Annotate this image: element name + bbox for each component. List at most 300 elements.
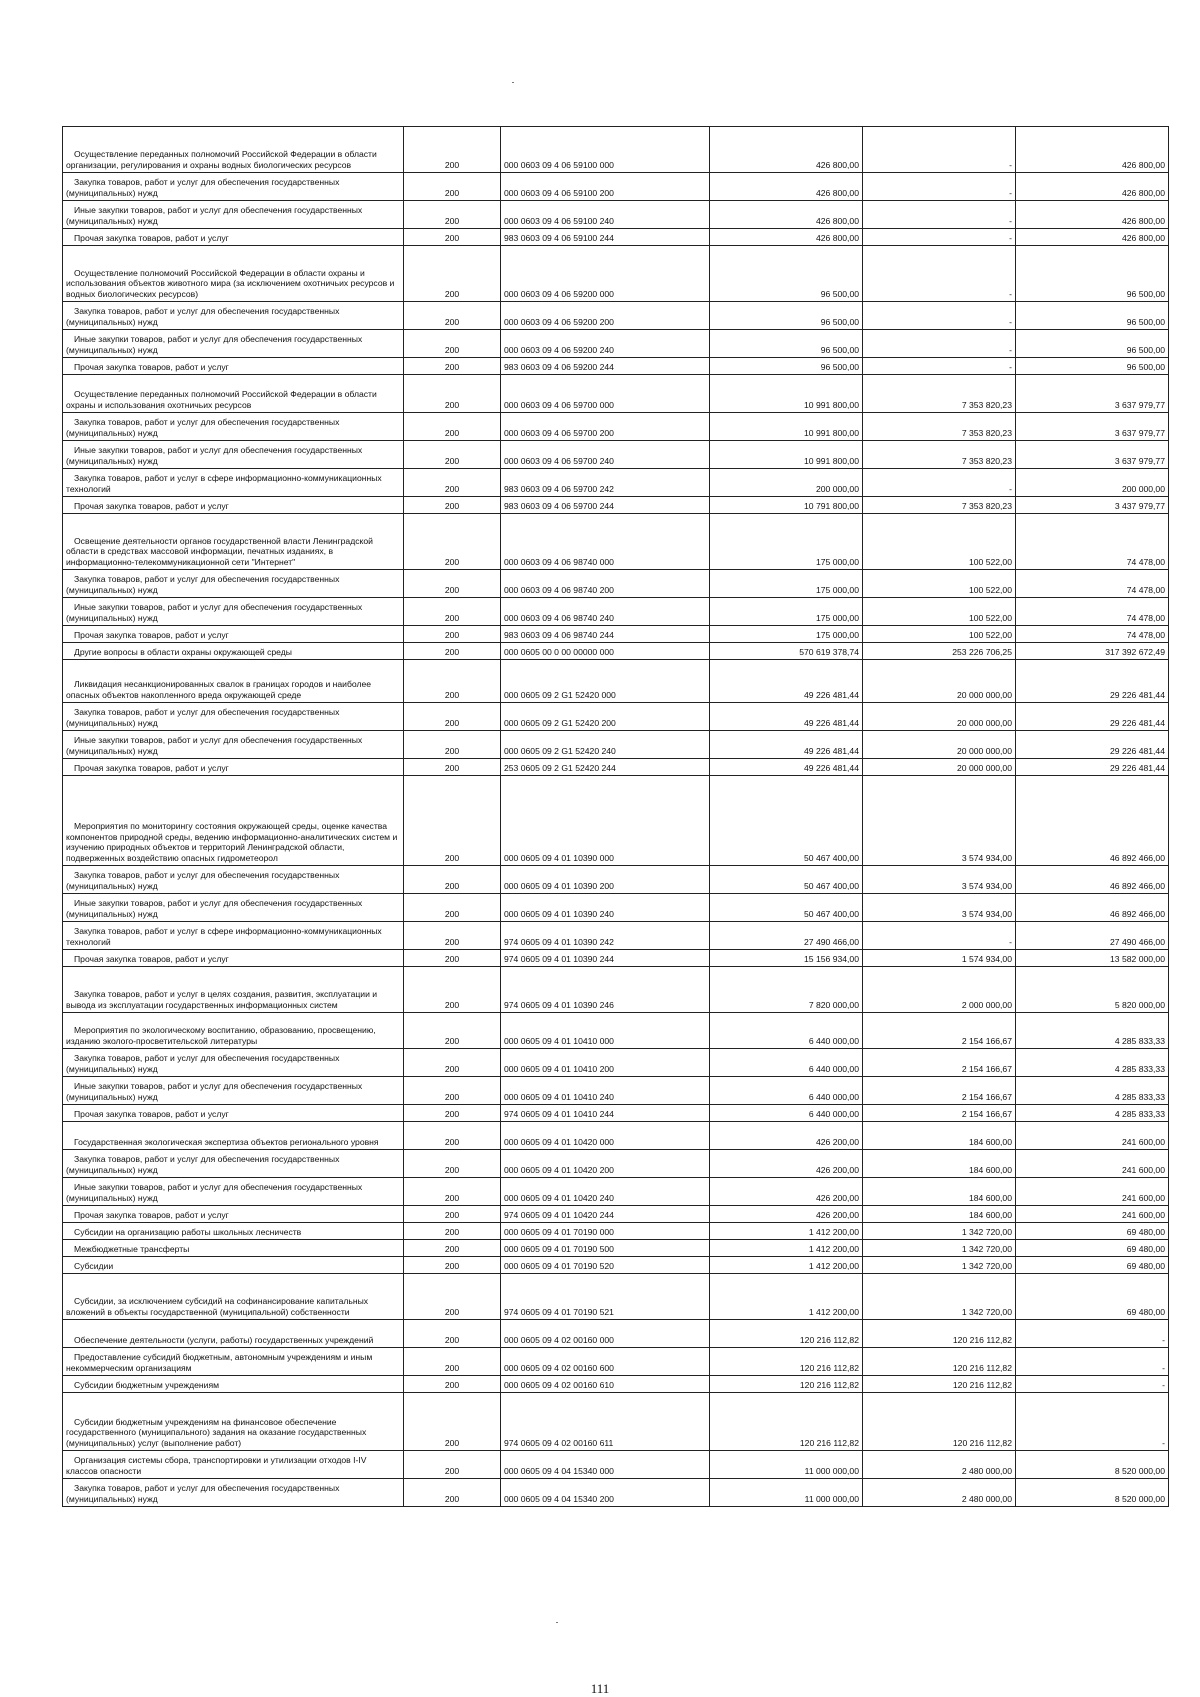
- row-unexecuted-amount: 96 500,00: [1016, 246, 1169, 302]
- table-row: [63, 469, 1169, 497]
- row-budget-code: 000 0605 00 0 00 00000 000: [501, 643, 710, 660]
- row-name: Субсидии, за исключением субсидий на софинансирование капитальных вложений в объекты государственной (муниципальной) собственности: [66, 1296, 369, 1317]
- row-name-cell: [63, 201, 404, 229]
- row-budget-code: 000 0603 09 4 06 59700 000: [501, 375, 710, 413]
- row-unexecuted-amount: 69 480,00: [1016, 1240, 1169, 1257]
- table-row: [63, 731, 1169, 759]
- row-unexecuted-amount: 8 520 000,00: [1016, 1479, 1169, 1507]
- row-name: Прочая закупка товаров, работ и услуг: [74, 1209, 229, 1220]
- row-name-cell: [63, 1348, 404, 1376]
- row-name-cell: [63, 330, 404, 358]
- row-approved-amount: 1 412 200,00: [710, 1274, 863, 1320]
- table-row: [63, 626, 1169, 643]
- table-row: [63, 1274, 1169, 1320]
- table-row: [63, 643, 1169, 660]
- row-name: Государственная экологическая экспертиза объектов регионального уровня: [74, 1136, 379, 1147]
- row-name: Мероприятия по экологическому воспитанию, образованию, просвещению, изданию эколого-просветительской литературы: [66, 1025, 376, 1046]
- table-row: [63, 950, 1169, 967]
- row-name: Субсидии: [74, 1260, 114, 1271]
- row-name: Межбюджетные трансферты: [74, 1243, 190, 1254]
- row-line-code: 200: [404, 330, 501, 358]
- table-row: [63, 1105, 1169, 1122]
- row-line-code: 200: [404, 469, 501, 497]
- table-row: [63, 866, 1169, 894]
- row-budget-code: 000 0605 09 4 01 10390 200: [501, 866, 710, 894]
- row-unexecuted-amount: 4 285 833,33: [1016, 1105, 1169, 1122]
- row-approved-amount: 175 000,00: [710, 514, 863, 570]
- row-approved-amount: 49 226 481,44: [710, 703, 863, 731]
- table-row: [63, 1376, 1169, 1393]
- row-unexecuted-amount: 3 637 979,77: [1016, 441, 1169, 469]
- row-line-code: 200: [404, 1376, 501, 1393]
- row-name: Субсидии на организацию работы школьных лесничеств: [74, 1226, 302, 1237]
- row-name-cell: [63, 570, 404, 598]
- row-approved-amount: 27 490 466,00: [710, 922, 863, 950]
- row-unexecuted-amount: 426 800,00: [1016, 229, 1169, 246]
- budget-sheet: [62, 126, 1165, 1507]
- row-approved-amount: 426 800,00: [710, 173, 863, 201]
- row-budget-code: 974 0605 09 4 01 10390 246: [501, 967, 710, 1013]
- row-executed-amount: 7 353 820,23: [863, 375, 1016, 413]
- row-name: Субсидии бюджетным учреждениям на финансовое обеспечение государственного (муниципального) задания на оказание государственных (муниципальных) услуг (выполнение работ): [66, 1416, 367, 1448]
- row-name-cell: [63, 703, 404, 731]
- row-budget-code: 000 0605 09 4 01 70190 500: [501, 1240, 710, 1257]
- row-unexecuted-amount: 5 820 000,00: [1016, 967, 1169, 1013]
- row-unexecuted-amount: 74 478,00: [1016, 514, 1169, 570]
- row-name-cell: [63, 866, 404, 894]
- row-name-cell: [63, 1049, 404, 1077]
- row-name: Закупка товаров, работ и услуг для обеспечения государственных (муниципальных) нужд: [66, 1483, 340, 1504]
- page-number: 111: [590, 1681, 610, 1696]
- table-row: [63, 1393, 1169, 1451]
- row-name: Ликвидация несанкционированных свалок в границах городов и наиболее опасных объектов накопленного вреда окружающей среде: [66, 679, 372, 700]
- row-line-code: 200: [404, 1077, 501, 1105]
- row-budget-code: 974 0605 09 4 01 10390 244: [501, 950, 710, 967]
- row-budget-code: 974 0605 09 4 01 10410 244: [501, 1105, 710, 1122]
- row-approved-amount: 10 791 800,00: [710, 497, 863, 514]
- row-approved-amount: 96 500,00: [710, 302, 863, 330]
- row-name-cell: [63, 922, 404, 950]
- row-line-code: 200: [404, 1105, 501, 1122]
- row-line-code: 200: [404, 514, 501, 570]
- row-approved-amount: 10 991 800,00: [710, 375, 863, 413]
- row-budget-code: 983 0603 09 4 06 59700 244: [501, 497, 710, 514]
- row-executed-amount: -: [863, 469, 1016, 497]
- row-executed-amount: -: [863, 246, 1016, 302]
- row-name: Прочая закупка товаров, работ и услуг: [74, 953, 229, 964]
- row-name-cell: [63, 497, 404, 514]
- table-row: [63, 1479, 1169, 1507]
- row-name-cell: [63, 950, 404, 967]
- row-budget-code: 000 0603 09 4 06 59100 200: [501, 173, 710, 201]
- row-executed-amount: 2 154 166,67: [863, 1077, 1016, 1105]
- row-name: Иные закупки товаров, работ и услуг для обеспечения государственных (муниципальных) нужд: [66, 1182, 363, 1203]
- row-budget-code: 000 0605 09 2 G1 52420 240: [501, 731, 710, 759]
- row-unexecuted-amount: 29 226 481,44: [1016, 759, 1169, 776]
- row-approved-amount: 10 991 800,00: [710, 441, 863, 469]
- row-unexecuted-amount: -: [1016, 1393, 1169, 1451]
- row-name: Организация системы сбора, транспортировки и утилизации отходов I-IV классов опасности: [66, 1455, 367, 1476]
- row-budget-code: 000 0605 09 2 G1 52420 200: [501, 703, 710, 731]
- row-executed-amount: 20 000 000,00: [863, 731, 1016, 759]
- table-row: [63, 894, 1169, 922]
- row-name: Закупка товаров, работ и услуг в сфере информационно-коммуникационных технологий: [66, 473, 382, 494]
- row-name-cell: [63, 1105, 404, 1122]
- row-executed-amount: 7 353 820,23: [863, 497, 1016, 514]
- row-line-code: 200: [404, 1178, 501, 1206]
- row-name-cell: [63, 894, 404, 922]
- row-approved-amount: 6 440 000,00: [710, 1049, 863, 1077]
- row-unexecuted-amount: 29 226 481,44: [1016, 660, 1169, 703]
- row-unexecuted-amount: 74 478,00: [1016, 626, 1169, 643]
- row-executed-amount: 1 574 934,00: [863, 950, 1016, 967]
- row-line-code: 200: [404, 894, 501, 922]
- row-approved-amount: 426 800,00: [710, 201, 863, 229]
- table-row: [63, 302, 1169, 330]
- row-name: Осуществление переданных полномочий Российской Федерации в области организации, регулирования и охраны водных биологических ресурсов: [66, 149, 377, 170]
- row-executed-amount: -: [863, 229, 1016, 246]
- row-approved-amount: 6 440 000,00: [710, 1105, 863, 1122]
- table-row: [63, 127, 1169, 173]
- row-approved-amount: 6 440 000,00: [710, 1013, 863, 1049]
- table-row: [63, 1013, 1169, 1049]
- row-budget-code: 000 0603 09 4 06 59100 240: [501, 201, 710, 229]
- table-row: [63, 375, 1169, 413]
- row-name-cell: [63, 246, 404, 302]
- row-name-cell: [63, 1223, 404, 1240]
- row-approved-amount: 11 000 000,00: [710, 1451, 863, 1479]
- row-name: Прочая закупка товаров, работ и услуг: [74, 361, 229, 372]
- row-name: Закупка товаров, работ и услуг для обеспечения государственных (муниципальных) нужд: [66, 870, 340, 891]
- row-unexecuted-amount: 4 285 833,33: [1016, 1013, 1169, 1049]
- row-approved-amount: 175 000,00: [710, 626, 863, 643]
- table-row: [63, 358, 1169, 375]
- row-executed-amount: 3 574 934,00: [863, 776, 1016, 866]
- row-unexecuted-amount: 69 480,00: [1016, 1223, 1169, 1240]
- row-unexecuted-amount: -: [1016, 1348, 1169, 1376]
- row-approved-amount: 7 820 000,00: [710, 967, 863, 1013]
- table-row: [63, 1257, 1169, 1274]
- row-name-cell: [63, 1257, 404, 1274]
- row-approved-amount: 120 216 112,82: [710, 1376, 863, 1393]
- row-budget-code: 000 0605 09 4 01 10410 200: [501, 1049, 710, 1077]
- row-line-code: 200: [404, 246, 501, 302]
- row-name: Прочая закупка товаров, работ и услуг: [74, 500, 229, 511]
- row-line-code: 200: [404, 127, 501, 173]
- row-name-cell: [63, 759, 404, 776]
- table-row: [63, 1348, 1169, 1376]
- row-unexecuted-amount: 8 520 000,00: [1016, 1451, 1169, 1479]
- row-budget-code: 000 0605 09 4 01 10390 000: [501, 776, 710, 866]
- row-name: Иные закупки товаров, работ и услуг для обеспечения государственных (муниципальных) нужд: [66, 898, 363, 919]
- row-budget-code: 000 0603 09 4 06 59700 240: [501, 441, 710, 469]
- row-budget-code: 000 0603 09 4 06 59200 240: [501, 330, 710, 358]
- row-unexecuted-amount: 200 000,00: [1016, 469, 1169, 497]
- row-executed-amount: 2 480 000,00: [863, 1479, 1016, 1507]
- row-unexecuted-amount: 241 600,00: [1016, 1122, 1169, 1150]
- row-name: Иные закупки товаров, работ и услуг для обеспечения государственных (муниципальных) нужд: [66, 334, 363, 355]
- row-executed-amount: -: [863, 330, 1016, 358]
- row-approved-amount: 50 467 400,00: [710, 894, 863, 922]
- row-line-code: 200: [404, 598, 501, 626]
- row-approved-amount: 570 619 378,74: [710, 643, 863, 660]
- row-executed-amount: -: [863, 358, 1016, 375]
- table-row: [63, 967, 1169, 1013]
- row-budget-code: 983 0603 09 4 06 98740 244: [501, 626, 710, 643]
- row-line-code: 200: [404, 1257, 501, 1274]
- row-approved-amount: 200 000,00: [710, 469, 863, 497]
- row-executed-amount: 184 600,00: [863, 1178, 1016, 1206]
- row-budget-code: 000 0603 09 4 06 59200 000: [501, 246, 710, 302]
- row-name: Прочая закупка товаров, работ и услуг: [74, 232, 229, 243]
- row-name: Закупка товаров, работ и услуг в сфере информационно-коммуникационных технологий: [66, 926, 382, 947]
- row-line-code: 200: [404, 1479, 501, 1507]
- row-name: Закупка товаров, работ и услуг для обеспечения государственных (муниципальных) нужд: [66, 574, 340, 595]
- row-name-cell: [63, 514, 404, 570]
- row-approved-amount: 50 467 400,00: [710, 776, 863, 866]
- row-line-code: 200: [404, 967, 501, 1013]
- row-approved-amount: 96 500,00: [710, 358, 863, 375]
- row-name: Другие вопросы в области охраны окружающей среды: [74, 646, 292, 657]
- row-name: Субсидии бюджетным учреждениям: [74, 1379, 220, 1390]
- row-line-code: 200: [404, 1206, 501, 1223]
- row-name: Иные закупки товаров, работ и услуг для обеспечения государственных (муниципальных) нужд: [66, 602, 363, 623]
- row-executed-amount: 3 574 934,00: [863, 866, 1016, 894]
- row-line-code: 200: [404, 922, 501, 950]
- row-line-code: 200: [404, 201, 501, 229]
- row-approved-amount: 426 200,00: [710, 1206, 863, 1223]
- row-unexecuted-amount: 69 480,00: [1016, 1257, 1169, 1274]
- row-approved-amount: 426 200,00: [710, 1150, 863, 1178]
- row-name-cell: [63, 1393, 404, 1451]
- row-line-code: 200: [404, 570, 501, 598]
- row-approved-amount: 96 500,00: [710, 330, 863, 358]
- row-budget-code: 000 0605 09 4 01 10410 000: [501, 1013, 710, 1049]
- row-unexecuted-amount: 74 478,00: [1016, 598, 1169, 626]
- row-line-code: 200: [404, 866, 501, 894]
- row-name: Закупка товаров, работ и услуг для обеспечения государственных (муниципальных) нужд: [66, 306, 340, 327]
- row-approved-amount: 426 200,00: [710, 1122, 863, 1150]
- table-row: [63, 759, 1169, 776]
- row-approved-amount: 11 000 000,00: [710, 1479, 863, 1507]
- table-row: [63, 1122, 1169, 1150]
- table-row: [63, 598, 1169, 626]
- row-executed-amount: 20 000 000,00: [863, 759, 1016, 776]
- row-approved-amount: 96 500,00: [710, 246, 863, 302]
- row-budget-code: 000 0605 09 4 01 70190 000: [501, 1223, 710, 1240]
- table-row: [63, 922, 1169, 950]
- table-row: [63, 514, 1169, 570]
- row-name: Иные закупки товаров, работ и услуг для обеспечения государственных (муниципальных) нужд: [66, 445, 363, 466]
- row-line-code: 200: [404, 1451, 501, 1479]
- table-row: [63, 1451, 1169, 1479]
- row-budget-code: 000 0605 09 4 02 00160 610: [501, 1376, 710, 1393]
- row-approved-amount: 175 000,00: [710, 570, 863, 598]
- row-unexecuted-amount: 3 637 979,77: [1016, 375, 1169, 413]
- row-budget-code: 000 0605 09 4 04 15340 200: [501, 1479, 710, 1507]
- row-name: Закупка товаров, работ и услуг для обеспечения государственных (муниципальных) нужд: [66, 1053, 340, 1074]
- row-unexecuted-amount: 241 600,00: [1016, 1178, 1169, 1206]
- row-name-cell: [63, 1150, 404, 1178]
- row-name-cell: [63, 441, 404, 469]
- row-executed-amount: 7 353 820,23: [863, 413, 1016, 441]
- row-budget-code: 974 0605 09 4 01 10420 244: [501, 1206, 710, 1223]
- row-budget-code: 000 0605 09 4 01 70190 520: [501, 1257, 710, 1274]
- row-line-code: 200: [404, 441, 501, 469]
- row-budget-code: 974 0605 09 4 01 70190 521: [501, 1274, 710, 1320]
- row-line-code: 200: [404, 950, 501, 967]
- row-line-code: 200: [404, 759, 501, 776]
- row-budget-code: 000 0603 09 4 06 59100 000: [501, 127, 710, 173]
- row-line-code: 200: [404, 1049, 501, 1077]
- row-approved-amount: 1 412 200,00: [710, 1240, 863, 1257]
- row-executed-amount: 184 600,00: [863, 1206, 1016, 1223]
- row-executed-amount: -: [863, 922, 1016, 950]
- row-line-code: 200: [404, 229, 501, 246]
- row-unexecuted-amount: 29 226 481,44: [1016, 731, 1169, 759]
- row-executed-amount: 3 574 934,00: [863, 894, 1016, 922]
- row-budget-code: 983 0603 09 4 06 59100 244: [501, 229, 710, 246]
- row-executed-amount: 1 342 720,00: [863, 1223, 1016, 1240]
- row-approved-amount: 6 440 000,00: [710, 1077, 863, 1105]
- row-approved-amount: 120 216 112,82: [710, 1320, 863, 1348]
- row-executed-amount: 100 522,00: [863, 570, 1016, 598]
- row-line-code: 200: [404, 358, 501, 375]
- row-approved-amount: 49 226 481,44: [710, 660, 863, 703]
- row-name-cell: [63, 229, 404, 246]
- row-budget-code: 000 0603 09 4 06 98740 000: [501, 514, 710, 570]
- row-name: Предоставление субсидий бюджетным, автономным учреждениям и иным некоммерческим организациям: [66, 1352, 373, 1373]
- scan-speck: [512, 82, 514, 83]
- row-unexecuted-amount: 317 392 672,49: [1016, 643, 1169, 660]
- row-approved-amount: 49 226 481,44: [710, 731, 863, 759]
- row-name-cell: [63, 731, 404, 759]
- row-budget-code: 000 0605 09 4 01 10420 000: [501, 1122, 710, 1150]
- table-row: [63, 570, 1169, 598]
- row-approved-amount: 120 216 112,82: [710, 1348, 863, 1376]
- row-name: Иные закупки товаров, работ и услуг для обеспечения государственных (муниципальных) нужд: [66, 1081, 363, 1102]
- table-row: [63, 201, 1169, 229]
- row-executed-amount: 184 600,00: [863, 1122, 1016, 1150]
- row-line-code: 200: [404, 731, 501, 759]
- row-executed-amount: 7 353 820,23: [863, 441, 1016, 469]
- row-unexecuted-amount: 96 500,00: [1016, 358, 1169, 375]
- row-unexecuted-amount: 13 582 000,00: [1016, 950, 1169, 967]
- row-line-code: 200: [404, 1150, 501, 1178]
- row-executed-amount: 100 522,00: [863, 626, 1016, 643]
- row-line-code: 200: [404, 497, 501, 514]
- row-budget-code: 000 0605 09 4 02 00160 600: [501, 1348, 710, 1376]
- row-executed-amount: 120 216 112,82: [863, 1320, 1016, 1348]
- table-row: [63, 660, 1169, 703]
- row-executed-amount: -: [863, 173, 1016, 201]
- row-unexecuted-amount: 4 285 833,33: [1016, 1077, 1169, 1105]
- row-executed-amount: 2 154 166,67: [863, 1013, 1016, 1049]
- row-approved-amount: 426 800,00: [710, 127, 863, 173]
- row-line-code: 200: [404, 173, 501, 201]
- row-budget-code: 000 0605 09 4 01 10420 240: [501, 1178, 710, 1206]
- row-name-cell: [63, 469, 404, 497]
- row-executed-amount: -: [863, 127, 1016, 173]
- row-name: Прочая закупка товаров, работ и услуг: [74, 762, 229, 773]
- row-line-code: 200: [404, 1122, 501, 1150]
- row-line-code: 200: [404, 1013, 501, 1049]
- row-executed-amount: 1 342 720,00: [863, 1274, 1016, 1320]
- row-line-code: 200: [404, 1348, 501, 1376]
- row-approved-amount: 426 800,00: [710, 229, 863, 246]
- row-line-code: 200: [404, 375, 501, 413]
- row-unexecuted-amount: 46 892 466,00: [1016, 776, 1169, 866]
- row-budget-code: 000 0605 09 4 01 10390 240: [501, 894, 710, 922]
- row-approved-amount: 426 200,00: [710, 1178, 863, 1206]
- row-approved-amount: 49 226 481,44: [710, 759, 863, 776]
- row-executed-amount: 2 154 166,67: [863, 1049, 1016, 1077]
- row-line-code: 200: [404, 1320, 501, 1348]
- row-executed-amount: 2 000 000,00: [863, 967, 1016, 1013]
- row-name: Закупка товаров, работ и услуг для обеспечения государственных (муниципальных) нужд: [66, 177, 340, 198]
- row-name-cell: [63, 1451, 404, 1479]
- row-executed-amount: 20 000 000,00: [863, 703, 1016, 731]
- row-line-code: 200: [404, 626, 501, 643]
- row-executed-amount: 1 342 720,00: [863, 1257, 1016, 1274]
- row-line-code: 200: [404, 643, 501, 660]
- row-unexecuted-amount: 74 478,00: [1016, 570, 1169, 598]
- table-row: [63, 497, 1169, 514]
- row-approved-amount: 50 467 400,00: [710, 866, 863, 894]
- row-name: Прочая закупка товаров, работ и услуг: [74, 1108, 229, 1119]
- row-name: Иные закупки товаров, работ и услуг для обеспечения государственных (муниципальных) нужд: [66, 735, 363, 756]
- row-unexecuted-amount: 4 285 833,33: [1016, 1049, 1169, 1077]
- row-name: Освещение деятельности органов государственной власти Ленинградской области в средствах массовой информации, печатных изданиях, в информационно-телекоммуникационной сети "Интернет": [66, 535, 373, 567]
- row-executed-amount: -: [863, 302, 1016, 330]
- row-line-code: 200: [404, 413, 501, 441]
- row-unexecuted-amount: 46 892 466,00: [1016, 894, 1169, 922]
- row-name: Осуществление полномочий Российской Федерации в области охраны и использования объектов животного мира (за исключением охотничьих ресурсов и водных биологических ресурсов): [66, 267, 395, 299]
- row-unexecuted-amount: 241 600,00: [1016, 1150, 1169, 1178]
- table-row: [63, 776, 1169, 866]
- row-unexecuted-amount: 29 226 481,44: [1016, 703, 1169, 731]
- row-executed-amount: 120 216 112,82: [863, 1348, 1016, 1376]
- row-name-cell: [63, 127, 404, 173]
- row-line-code: 200: [404, 302, 501, 330]
- row-unexecuted-amount: -: [1016, 1376, 1169, 1393]
- row-name-cell: [63, 1274, 404, 1320]
- row-name-cell: [63, 358, 404, 375]
- row-unexecuted-amount: -: [1016, 1320, 1169, 1348]
- row-unexecuted-amount: 426 800,00: [1016, 127, 1169, 173]
- row-name-cell: [63, 1479, 404, 1507]
- row-line-code: 200: [404, 1393, 501, 1451]
- row-executed-amount: 253 226 706,25: [863, 643, 1016, 660]
- row-unexecuted-amount: 46 892 466,00: [1016, 866, 1169, 894]
- row-unexecuted-amount: 3 637 979,77: [1016, 413, 1169, 441]
- row-name-cell: [63, 660, 404, 703]
- table-row: [63, 330, 1169, 358]
- scan-speck: [556, 1622, 558, 1623]
- row-name-cell: [63, 643, 404, 660]
- row-executed-amount: 120 216 112,82: [863, 1376, 1016, 1393]
- row-executed-amount: 184 600,00: [863, 1150, 1016, 1178]
- budget-table-body: [63, 127, 1169, 1507]
- row-name: Иные закупки товаров, работ и услуг для обеспечения государственных (муниципальных) нужд: [66, 205, 363, 226]
- budget-table: [62, 126, 1169, 1507]
- table-row: [63, 173, 1169, 201]
- table-row: [63, 1223, 1169, 1240]
- row-executed-amount: 100 522,00: [863, 514, 1016, 570]
- row-name: Закупка товаров, работ и услуг в целях создания, развития, эксплуатации и вывода из эксплуатации государственных информационных систем: [66, 989, 378, 1010]
- row-budget-code: 000 0605 09 4 04 15340 000: [501, 1451, 710, 1479]
- row-budget-code: 000 0605 09 4 01 10420 200: [501, 1150, 710, 1178]
